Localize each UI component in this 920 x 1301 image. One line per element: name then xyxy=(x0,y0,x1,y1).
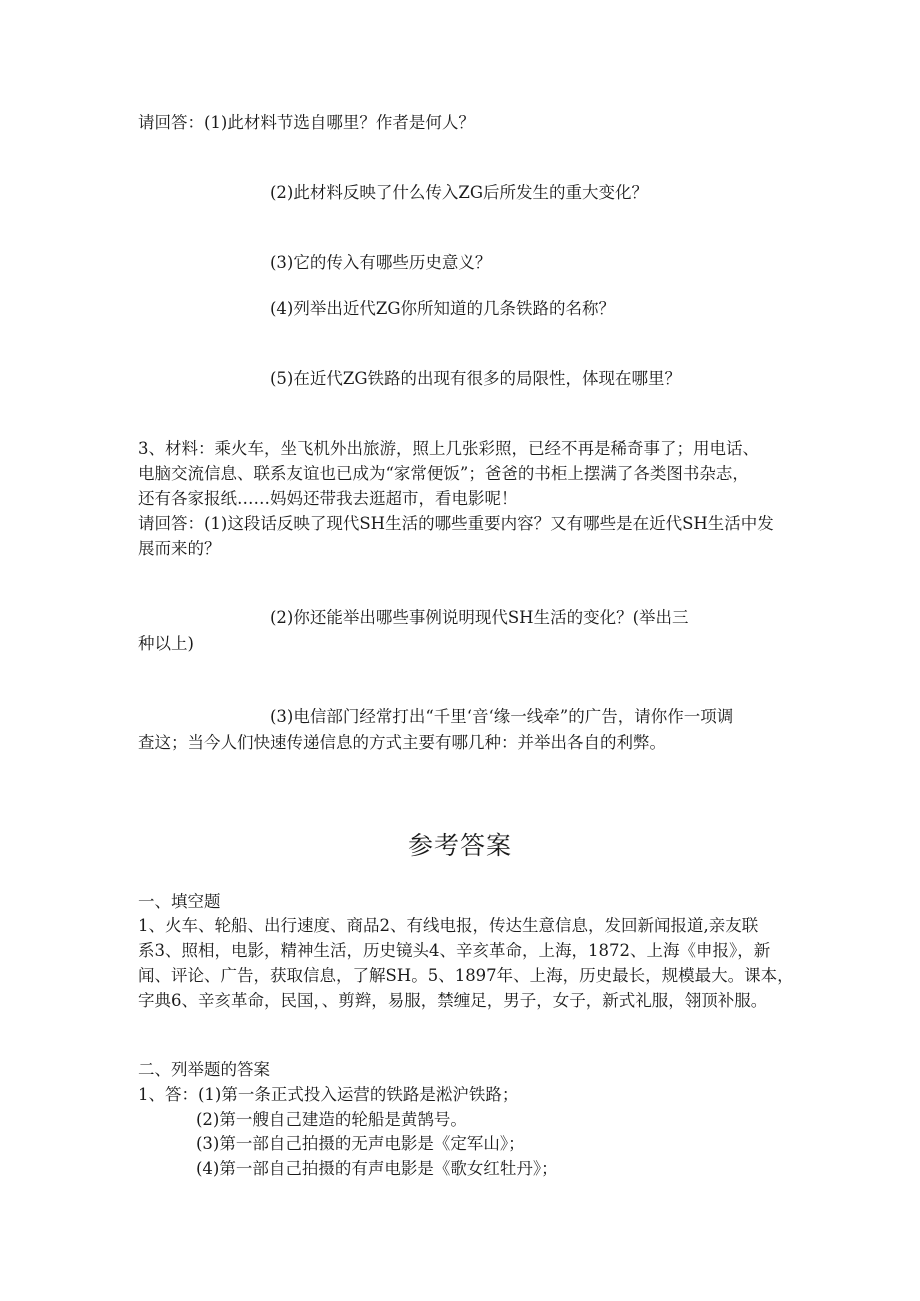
section1-line-4: 字典6、辛亥革命，民国，、剪辫，易服，禁缠足，男子，女子，新式礼服，翎顶补服。 xyxy=(138,991,768,1010)
q3-material-line-1: 3、材料：乘火车，坐飞机外出旅游，照上几张彩照，已经不再是稀奇事了；用电话、 xyxy=(138,439,759,458)
section1-line-2: 系3、照相，电影，精神生活，历史镜头4、辛亥革命，上海，1872、上海《申报》，新 xyxy=(138,941,771,960)
q3-sub3-line-1: (3)电信部门经常打出“千里‘音‘缘一线牵”的广告，请你作一项调 xyxy=(270,707,734,726)
q2-ask-label: 请回答： xyxy=(138,113,204,132)
section2-first-line: 1、答：(1)第一条正式投入运营的铁路是淞沪铁路； xyxy=(138,1085,519,1104)
q2-item-1-text: (1)此材料节选自哪里？作者是何人？ xyxy=(204,113,475,132)
q3-sub3-line-2: 查这；当今人们快速传递信息的方式主要有哪几种：并举出各自的利弊。 xyxy=(138,733,666,752)
q2-item-1 xyxy=(138,111,475,135)
q3-sub2-line-1: (2)你还能举出哪些事例说明现代SH生活的变化？(举出三 xyxy=(270,608,689,627)
section2-item-2: (2)第一艘自己建造的轮船是黄鹄号。 xyxy=(196,1110,467,1129)
q3-sub1-line-1: 请回答：(1)这段话反映了现代SH生活的哪些重要内容？又有哪些是在近代SH生活中发 xyxy=(138,514,774,533)
q3-sub2-line-2: 种以上) xyxy=(138,634,194,653)
q2-item-5: (5)在近代ZG铁路的出现有很多的局限性，体现在哪里？ xyxy=(270,369,682,388)
section2-item-4: (4)第一部自己拍摄的有声电影是《歌女红牡丹》； xyxy=(196,1159,558,1178)
q2-item-3: (3)它的传入有哪些历史意义？ xyxy=(270,253,492,272)
q3-sub1-line-2: 展而来的？ xyxy=(138,539,221,558)
section1-line-3: 闻、评论、广告，获取信息，了解SH。5、1897年、上海，历史最长，规模最大。课本， xyxy=(138,966,794,985)
q2-item-2: (2)此材料反映了什么传入ZG后所发生的重大变化？ xyxy=(270,183,649,202)
q2-item-4: (4)列举出近代ZG你所知道的几条铁路的名称？ xyxy=(270,299,616,318)
section1-line-1: 1、火车、轮船、出行速度、商品2、有线电报，传达生意信息，发回新闻报道,亲友联 xyxy=(138,916,759,935)
answers-title: 参考答案 xyxy=(407,831,512,860)
section2-item-3: (3)第一部自己拍摄的无声电影是《定军山》； xyxy=(196,1134,525,1153)
section2-heading: 二、列举题的答案 xyxy=(138,1060,270,1079)
q3-material-line-3: 还有各家报纸……妈妈还带我去逛超市，看电影呢！ xyxy=(138,489,518,508)
q3-material-line-2: 电脑交流信息、联系友谊也已成为“家常便饭”；爸爸的书柜上摆满了各类图书杂志， xyxy=(138,464,749,483)
section1-heading: 一、填空题 xyxy=(138,892,221,911)
